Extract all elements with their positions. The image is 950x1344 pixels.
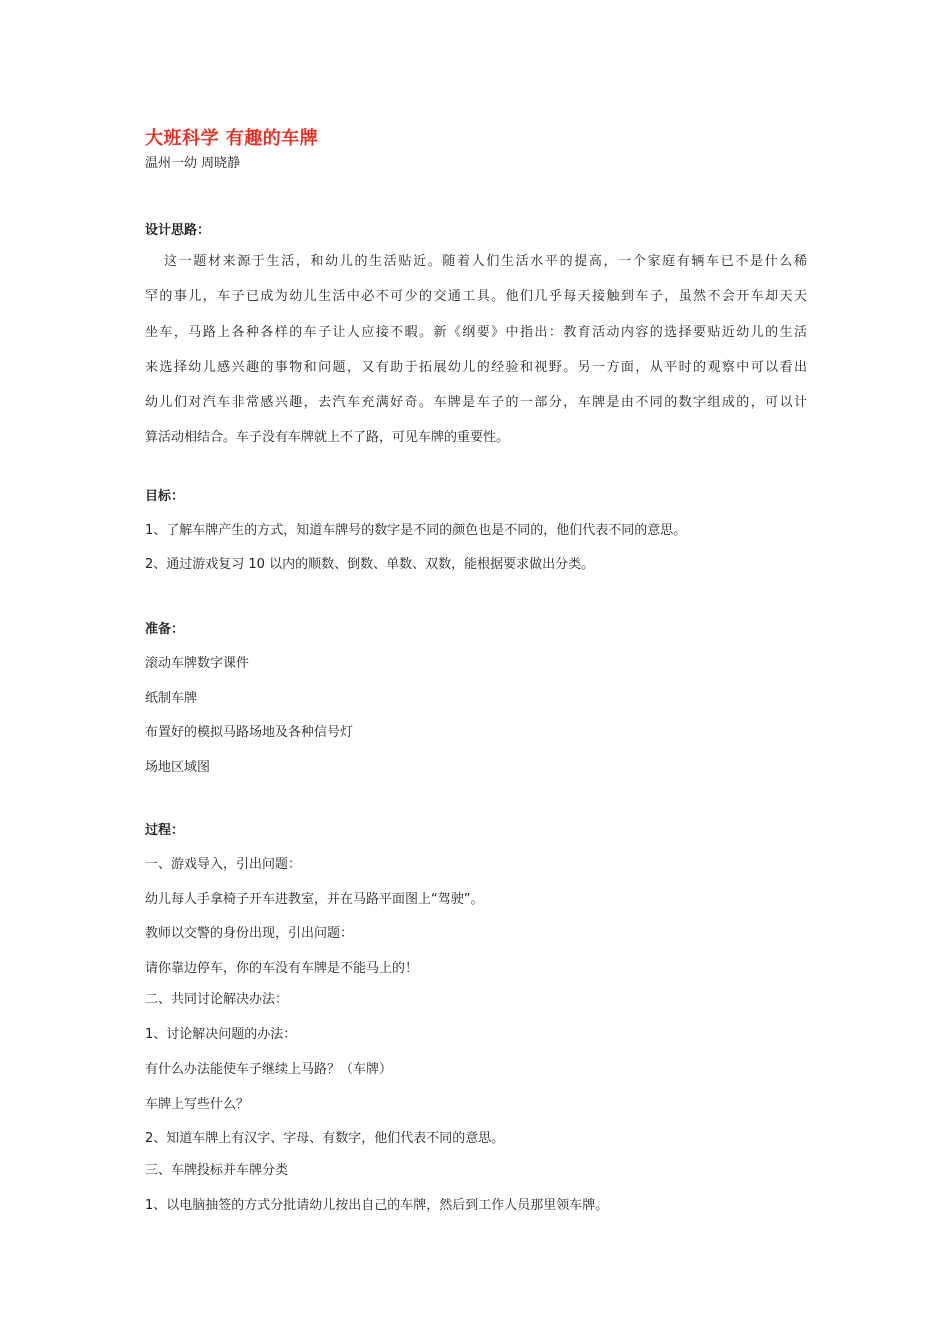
process-item: 幼儿每人手拿椅子开车进教室，并在马路平面图上“驾驶”。 (145, 892, 484, 907)
process-item: 有什么办法能使车子继续上马路？（车牌） (145, 1062, 393, 1077)
process-item: 车牌上写些什么？ (145, 1097, 250, 1112)
process-item: 请你靠边停车，你的车没有车牌是不能马上的！ (145, 961, 419, 976)
process-item: 1、以电脑抽签的方式分批请幼儿按出自己的车牌，然后到工作人员那里领车牌。 (145, 1198, 609, 1213)
process-item: 一、游戏导入，引出问题： (145, 857, 302, 872)
process-item: 教师以交警的身份出现，引出问题： (145, 926, 354, 941)
goal-item: 2、通过游戏复习 10 以内的顺数、倒数、单数、双数，能根据要求做出分类。 (145, 557, 595, 572)
design-paragraph (145, 244, 807, 456)
prep-item: 场地区域图 (145, 760, 211, 775)
design-line: 幼儿们对汽车非常感兴趣，去汽车充满好奇。车牌是车子的一部分，车牌是由不同的数字组成的，可以计 (145, 395, 807, 411)
document-title: 大班科学 有趣的车牌 (145, 128, 319, 149)
design-heading: 设计思路： (145, 223, 211, 238)
design-line: 罕的事儿，车子已成为幼儿生活中必不可少的交通工具。他们几乎每天接触到车子，虽然不会开车却天天 (145, 289, 807, 305)
process-item: 二、共同讨论解决办法： (145, 992, 289, 1007)
process-item: 1、讨论解决问题的办法： (145, 1027, 297, 1042)
process-heading: 过程： (145, 823, 185, 838)
design-line: 坐车，马路上各种各样的车子让人应接不暇。新《纲要》中指出：教育活动内容的选择要贴近幼儿的生活 (145, 324, 807, 340)
prep-item: 布置好的模拟马路场地及各种信号灯 (145, 725, 354, 740)
design-line: 来选择幼儿感兴趣的事物和问题，又有助于拓展幼儿的经验和视野。另一方面，从平时的观察中可以看出 (145, 359, 807, 375)
process-item: 三、车牌投标并车牌分类 (145, 1163, 289, 1178)
goals-heading: 目标： (145, 489, 185, 504)
design-line: 算活动相结合。车子没有车牌就上不了路，可见车牌的重要性。 (145, 430, 510, 446)
process-item: 2、知道车牌上有汉字、字母、有数字，他们代表不同的意思。 (145, 1131, 505, 1146)
prep-item: 纸制车牌 (145, 691, 198, 706)
document-author: 温州一幼 周晓静 (145, 156, 241, 171)
design-line: 这一题材来源于生活，和幼儿的生活贴近。随着人们生活水平的提高，一个家庭有辆车已不是什么稀 (164, 254, 807, 269)
prep-item: 滚动车牌数字课件 (145, 656, 250, 671)
goal-item: 1、了解车牌产生的方式，知道车牌号的数字是不同的颜色也是不同的，他们代表不同的意思。 (145, 523, 687, 538)
prep-heading: 准备： (145, 622, 185, 637)
